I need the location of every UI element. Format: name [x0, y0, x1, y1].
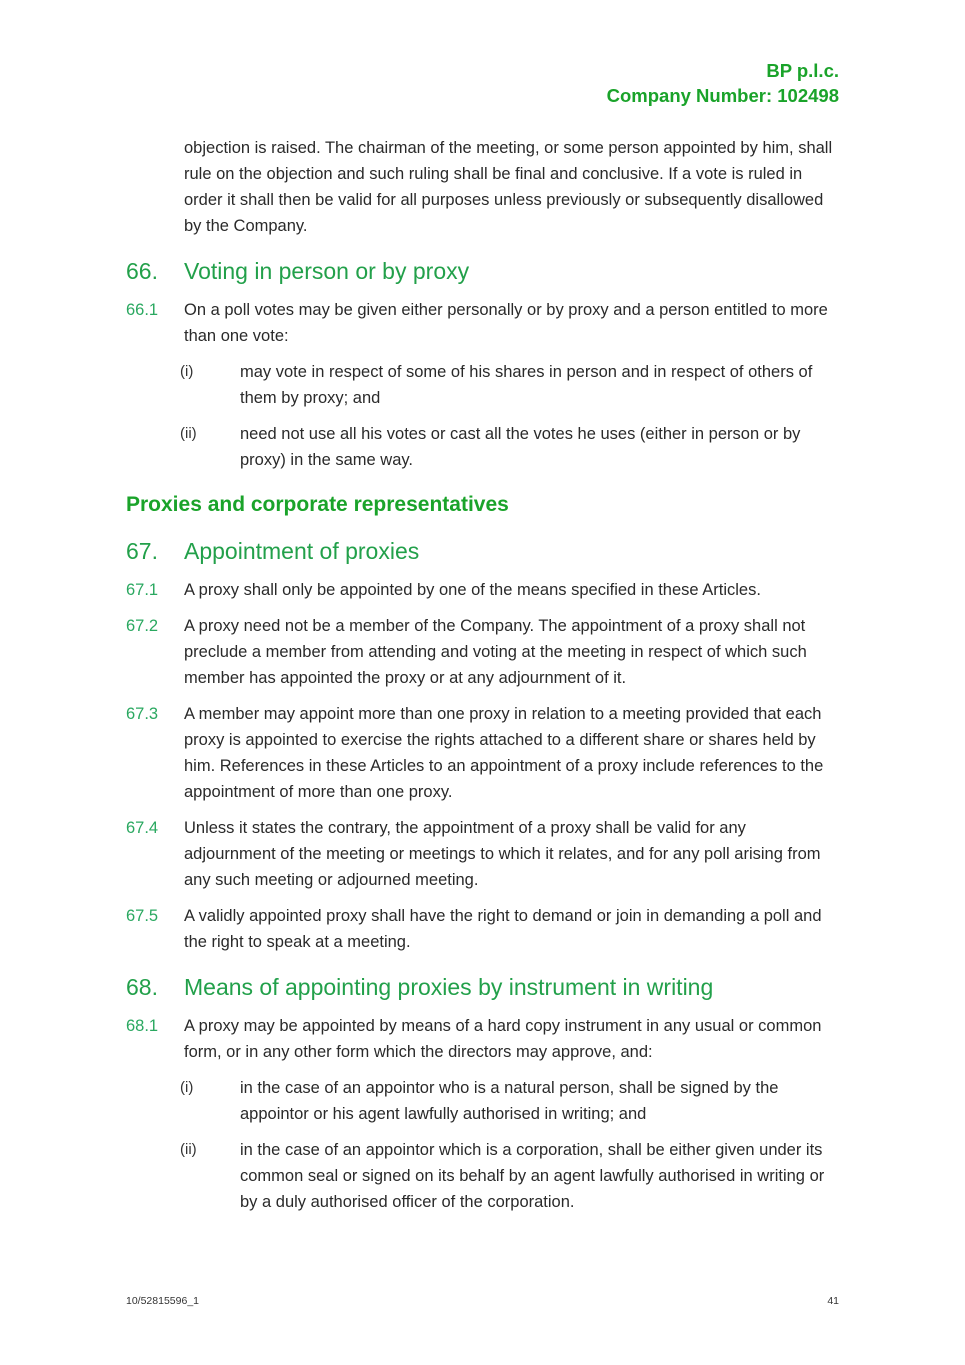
- clause-67-5: [126, 903, 841, 955]
- section-68-heading: [126, 972, 841, 1002]
- clause-number: 67.1: [126, 581, 159, 599]
- clause-text: Unless it states the contrary, the appointment of a proxy shall be valid for any adjournment of the meeting or meetings to which it relates, and for any poll arising from any such meeting or adjourned meeting.: [184, 819, 821, 889]
- subclause-number: (i): [180, 1079, 194, 1096]
- document-body: [126, 135, 841, 1225]
- section-number: 66.: [126, 258, 158, 284]
- clause-67-2: [126, 613, 841, 691]
- section-number: 67.: [126, 538, 158, 564]
- company-name: BP p.l.c.: [766, 60, 839, 81]
- clause-text: A validly appointed proxy shall have the right to demand or join in demanding a poll and the right to speak at a meeting.: [184, 907, 822, 951]
- clause-67-3: [126, 701, 841, 805]
- clause-number: 67.2: [126, 617, 159, 635]
- clause-text: On a poll votes may be given either personally or by proxy and a person entitled to more than one vote:: [184, 301, 828, 345]
- group-heading: Proxies and corporate representatives: [126, 493, 509, 516]
- subclause-number: (ii): [180, 1141, 197, 1158]
- clause-text: A proxy may be appointed by means of a hard copy instrument in any usual or common form, or in any other form which the directors may approve, and:: [184, 1017, 822, 1061]
- clause-number: 67.3: [126, 705, 159, 723]
- section-title: Means of appointing proxies by instrument in writing: [184, 974, 714, 1000]
- clause-66-1: [126, 297, 841, 349]
- clause-number: 67.5: [126, 907, 159, 925]
- section-67-heading: [126, 536, 841, 566]
- clause-number: 66.1: [126, 301, 159, 319]
- document-header: [607, 58, 839, 108]
- section-66-heading: [126, 256, 841, 286]
- subclause-text: in the case of an appointor who is a natural person, shall be signed by the appointor or his agent lawfully authorised in writing; and: [240, 1079, 779, 1123]
- clause-number: 67.4: [126, 819, 159, 837]
- document-reference: 10/52815596_1: [126, 1295, 199, 1307]
- clause-68-1: [126, 1013, 841, 1065]
- section-number: 68.: [126, 974, 158, 1000]
- company-number: Company Number: 102498: [606, 85, 839, 106]
- clause-67-1: [126, 577, 841, 603]
- clause-67-4: [126, 815, 841, 893]
- clause-text: A proxy need not be a member of the Company. The appointment of a proxy shall not preclude a member from attending and voting at the meeting in respect of which such member has appointed the proxy or at any adjournment of it.: [184, 617, 807, 687]
- intro-paragraph: objection is raised. The chairman of the meeting, or some person appointed by him, shall rule on the objection and such ruling shall be final and conclusive. If a vote is ruled in order it shall then be valid for all purposes unless previously or subsequently disallowed by the Company.: [184, 139, 833, 235]
- clause-text: A proxy shall only be appointed by one of the means specified in these Articles.: [184, 581, 761, 599]
- subclause-text: in the case of an appointor which is a corporation, shall be either given under its common seal or signed on its behalf by an agent lawfully authorised in writing or by a duly authorised officer of the corporation.: [240, 1141, 825, 1211]
- subclause-number: (i): [180, 363, 194, 380]
- subclause-text: need not use all his votes or cast all the votes he uses (either in person or by proxy) in the same way.: [240, 425, 801, 469]
- section-title: Voting in person or by proxy: [184, 258, 470, 284]
- subclause-68-1-ii: [180, 1137, 841, 1215]
- subclause-number: (ii): [180, 425, 197, 442]
- page-number: 41: [827, 1295, 839, 1307]
- subclause-66-1-ii: [180, 421, 841, 473]
- subclause-66-1-i: [180, 359, 841, 411]
- subclause-68-1-i: [180, 1075, 841, 1127]
- subclause-text: may vote in respect of some of his shares in person and in respect of others of them by proxy; and: [240, 363, 813, 407]
- section-title: Appointment of proxies: [184, 538, 420, 564]
- clause-text: A member may appoint more than one proxy in relation to a meeting provided that each proxy is appointed to exercise the rights attached to a different share or shares held by him. References in these Articles to an appointment of a proxy include references to the appointment of more than one proxy.: [184, 705, 824, 801]
- document-footer: [126, 1295, 839, 1307]
- clause-number: 68.1: [126, 1017, 159, 1035]
